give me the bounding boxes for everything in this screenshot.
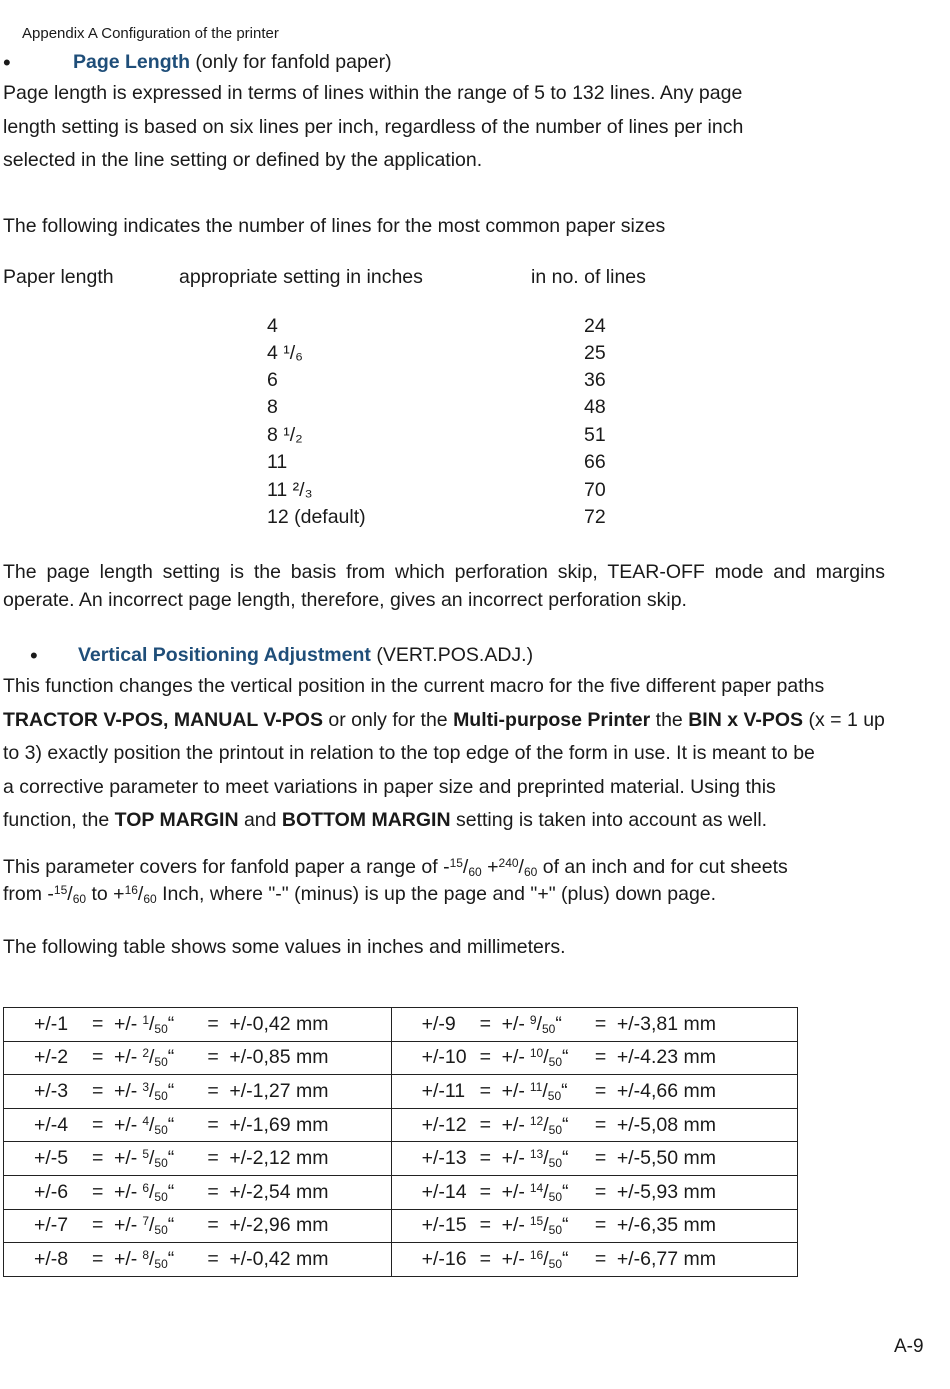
table-cell [391,1209,797,1243]
table-cell [391,1142,797,1176]
table-cell [391,1108,797,1142]
inch-mark: “ [562,1214,569,1237]
setting-lines: 66 [584,451,606,473]
equals-sign: = [479,1247,491,1270]
equals-sign: = [207,1214,219,1237]
inch-mark: “ [167,1247,175,1270]
plus-minus: +/- [501,1079,525,1102]
fraction: $^{14}/_{50}“$ [529,1180,569,1204]
equals-sign: = [92,1214,104,1237]
fraction: $^3/_{50}“$ [142,1079,175,1103]
table-row [4,1108,798,1142]
column-header-setting: appropriate setting in inches [179,266,423,288]
equals-sign: = [207,1012,219,1035]
column-header-paper-length: Paper length [3,266,114,288]
fraction: $^8/_{50}“$ [142,1247,175,1271]
cell-value: +/-6 [34,1180,69,1203]
heading-suffix: (VERT.POS.ADJ.) [370,644,534,666]
table-row [4,1008,798,1042]
table-cell [4,1243,392,1277]
bold-term: TOP MARGIN [114,809,239,831]
setting-inches: 11 [267,451,288,473]
cell-value: +/-8 [34,1247,69,1270]
paragraph-intro: The following indicates the number of lines for the most common paper sizes [3,215,666,237]
cell-value: +/-3 [34,1079,69,1102]
cell-millimeters: +/-1,69 mm [229,1113,329,1136]
cell-millimeters: +/-5,93 mm [616,1180,717,1203]
table-cell [391,1175,797,1209]
plus-minus: +/- [114,1079,138,1102]
setting-inches: 8 ¹/₂ [267,424,303,446]
plus-minus: +/- [114,1113,138,1136]
equals-sign: = [479,1012,491,1035]
paragraph-line: Page length is expressed in terms of lines within the range of 5 to 132 lines. Any page [3,82,743,104]
equals-sign: = [207,1247,219,1270]
equals-sign: = [207,1079,219,1102]
text-fragment: Inch, where "-" (minus) is up the page and "+" (plus) down page. [156,883,717,905]
range-line: from $-^{15}/_{60}$ to $+^{16}/_{60}$ Inch, where "-" (minus) is up the page and "+" (plus) down page. [3,883,717,906]
fraction-denominator: 50 [548,1256,563,1271]
cell-millimeters: +/-0,42 mm [229,1247,329,1270]
inch-mark: “ [167,1046,175,1069]
equals-sign: = [207,1147,219,1170]
cell-value: +/-12 [421,1113,467,1136]
running-header: Appendix A Configuration of the printer [22,25,279,42]
inch-mark: “ [562,1147,569,1170]
plus-minus: +/- [501,1012,525,1035]
fraction-denominator: 50 [154,1021,168,1036]
text-fragment: to + [86,883,125,905]
cell-value: +/-7 [34,1214,69,1237]
setting-lines: 70 [584,479,606,501]
cell-millimeters: +/-2,54 mm [229,1180,329,1203]
setting-lines: 24 [584,315,606,337]
table-row [4,1041,798,1075]
fraction-numerator: 7 [142,1214,149,1229]
table-cell [4,1108,392,1142]
fraction-numerator: 15 [449,856,463,870]
fraction-numerator: 14 [529,1180,544,1195]
cell-millimeters: +/-5,50 mm [616,1147,717,1170]
fraction-denominator: 50 [548,1189,563,1204]
inch-mark: “ [562,1046,569,1069]
setting-lines: 36 [584,369,606,391]
cell-millimeters: +/-0,85 mm [229,1046,329,1069]
fraction-numerator: 13 [529,1147,544,1162]
equals-sign: = [594,1247,607,1270]
cell-value: +/-14 [421,1180,467,1203]
plus-minus: +/- [501,1214,525,1237]
table-cell [4,1209,392,1243]
plus-minus: +/- [114,1247,138,1270]
setting-inches: 11 ²/₃ [267,479,313,501]
cell-millimeters: +/-2,96 mm [229,1214,329,1237]
fraction-denominator: 60 [143,892,157,906]
fraction: $^7/_{50}“$ [142,1214,175,1238]
setting-inches: 4 [267,315,278,337]
table-cell [391,1075,797,1109]
bold-term: TRACTOR V-POS, MANUAL V-POS [3,709,323,731]
equals-sign: = [479,1046,491,1069]
inch-mark: “ [167,1214,175,1237]
paragraph-line: operate. An incorrect page length, therefore, gives an incorrect perforation skip. [3,589,687,611]
table-row [4,1175,798,1209]
equals-sign: = [207,1113,219,1136]
equals-sign: = [92,1012,104,1035]
bold-term: BIN x V-POS [688,709,804,731]
inch-mark: “ [562,1180,569,1203]
table-cell [4,1142,392,1176]
cell-value: +/-5 [34,1147,69,1170]
fraction-denominator: 60 [523,865,538,879]
fraction-numerator: 10 [529,1046,544,1061]
fraction-denominator: 60 [468,865,482,879]
paragraph-line: selected in the line setting or defined by the application. [3,149,483,171]
fraction: $^{13}/_{50}“$ [529,1147,569,1171]
plus-minus: +/- [114,1180,138,1203]
text-fragment: the [650,709,689,731]
fraction-numerator: 12 [529,1113,544,1128]
text-fragment: This parameter covers for fanfold paper a range of - [3,856,450,878]
inch-mark: “ [167,1113,175,1136]
equals-sign: = [479,1180,491,1203]
fraction-denominator: 60 [72,892,87,906]
text-fragment: and [238,809,282,831]
paragraph-line: length setting is based on six lines per inch, regardless of the number of lines per inch [3,116,744,138]
table-cell [391,1041,797,1075]
plus-minus: +/- [114,1012,138,1035]
fraction-numerator: 8 [142,1247,149,1262]
plus-minus: +/- [501,1046,525,1069]
equals-sign: = [92,1079,104,1102]
value-table [3,1007,798,1277]
fraction: $^{11}/_{50}“$ [529,1079,568,1103]
fraction-denominator: 50 [548,1223,563,1238]
table-cell [4,1008,392,1042]
table-cell [391,1008,797,1042]
cell-value: +/-10 [421,1046,467,1069]
fraction: $^{10}/_{50}“$ [529,1046,569,1070]
equals-sign: = [479,1214,491,1237]
text-fragment: + [481,856,499,878]
equals-sign: = [207,1046,219,1069]
text-fragment: (x = 1 up [803,709,885,731]
equals-sign: = [594,1113,607,1136]
equals-sign: = [92,1046,104,1069]
paragraph-line: to 3) exactly position the printout in relation to the top edge of the form in use. It is meant to be [3,742,815,764]
fraction: $^1/_{50}“$ [142,1012,175,1036]
text-fragment: of an inch and for cut sheets [537,856,788,878]
text-fragment: function, the [3,809,115,831]
plus-minus: +/- [501,1113,525,1136]
fraction: $^{12}/_{50}“$ [529,1113,569,1137]
text-fragment: or only for the [322,709,454,731]
inch-mark: “ [562,1113,569,1136]
table-cell [4,1075,392,1109]
paragraph-line: a corrective parameter to meet variations in paper size and preprinted material. Using this [3,776,776,798]
fraction-denominator: 50 [548,1156,563,1171]
inch-mark: “ [167,1012,175,1035]
fraction-numerator: 1 [142,1012,149,1027]
fraction-denominator: 50 [154,1055,168,1070]
fraction: $^4/_{50}“$ [142,1113,175,1137]
plus-minus: +/- [501,1180,525,1203]
table-row [4,1142,798,1176]
table-cell [4,1041,392,1075]
inch-mark: “ [167,1079,175,1102]
heading-text: Page Length [73,51,191,73]
equals-sign: = [594,1147,607,1170]
fraction-numerator: 15 [53,883,68,897]
equals-sign: = [92,1180,104,1203]
section-heading-page-length [73,53,392,73]
fraction-numerator: 9 [529,1012,537,1027]
fraction-denominator: 50 [154,1122,168,1137]
cell-millimeters: +/-4.23 mm [616,1046,717,1069]
bold-term: Multi-purpose Printer [453,709,651,731]
fraction: $^{16}/_{50}“$ [529,1247,569,1271]
fraction-numerator: 240 [498,856,519,870]
heading-text: Vertical Positioning Adjustment [78,644,371,666]
cell-millimeters: +/-6,35 mm [616,1214,717,1237]
fraction-numerator: 6 [142,1180,149,1195]
cell-millimeters: +/-2,12 mm [229,1147,329,1170]
cell-value: +/-2 [34,1046,69,1069]
equals-sign: = [479,1113,491,1136]
paragraph-line: The page length setting is the basis from which perforation skip, TEAR-OFF mode and margins [3,561,885,583]
fraction-numerator: 2 [142,1046,149,1061]
range-line: This parameter covers for fanfold paper a range of $-^{15}/_{60} +^{240}/_{60}$ of an inch and for cut sheets [3,856,788,879]
fraction-denominator: 50 [154,1256,168,1271]
fraction-numerator: 16 [529,1247,544,1262]
fraction: $^{15}/_{50}“$ [529,1214,569,1238]
paragraph-line [3,811,767,831]
cell-millimeters: +/-3,81 mm [616,1012,717,1035]
text-fragment: from - [3,883,54,905]
equals-sign: = [479,1147,491,1170]
fraction-denominator: 50 [547,1088,562,1103]
setting-inches: 12 (default) [267,506,366,528]
bold-term: BOTTOM MARGIN [281,809,451,831]
equals-sign: = [594,1079,607,1102]
cell-value: +/-15 [421,1214,467,1237]
fraction-denominator: 50 [541,1021,556,1036]
bullet-icon: • [30,643,38,668]
equals-sign: = [594,1180,607,1203]
plus-minus: +/- [501,1147,525,1170]
page-number: A-9 [894,1336,924,1357]
inch-mark: “ [562,1247,569,1270]
setting-lines: 25 [584,342,606,364]
equals-sign: = [92,1247,104,1270]
fraction: $^5/_{50}“$ [142,1147,175,1171]
setting-lines: 48 [584,396,606,418]
paragraph-line: This function changes the vertical position in the current macro for the five different paper paths [3,675,825,697]
plus-minus: +/- [114,1147,138,1170]
plus-minus: +/- [114,1214,138,1237]
fraction-denominator: 50 [154,1223,168,1238]
plus-minus: +/- [114,1046,138,1069]
fraction: $^2/_{50}“$ [142,1046,175,1070]
paragraph-line [3,711,885,731]
table-cell [391,1243,797,1277]
table-row [4,1209,798,1243]
cell-value: +/-11 [421,1079,466,1102]
inch-mark: “ [555,1012,562,1035]
fraction-numerator: 16 [124,883,138,897]
equals-sign: = [479,1079,491,1102]
cell-millimeters: +/-1,27 mm [229,1079,329,1102]
cell-value: +/-9 [421,1012,456,1035]
text-fragment: setting is taken into account as well. [450,809,768,831]
bullet-icon: • [3,50,11,75]
table-cell [4,1175,392,1209]
equals-sign: = [92,1147,104,1170]
equals-sign: = [594,1012,607,1035]
table-intro: The following table shows some values in inches and millimeters. [3,936,566,958]
setting-lines: 72 [584,506,606,528]
fraction-numerator: 3 [142,1079,149,1094]
fraction-numerator: 11 [529,1079,543,1094]
cell-millimeters: +/-4,66 mm [616,1079,717,1102]
cell-millimeters: +/-5,08 mm [616,1113,717,1136]
cell-value: +/-16 [421,1247,467,1270]
fraction-numerator: 15 [529,1214,544,1229]
setting-lines: 51 [584,424,606,446]
fraction-denominator: 50 [154,1088,168,1103]
section-heading-vertical-positioning [78,646,533,666]
equals-sign: = [594,1214,607,1237]
fraction: $^6/_{50}“$ [142,1180,175,1204]
inch-mark: “ [167,1180,175,1203]
inch-mark: “ [561,1079,568,1102]
fraction: $^9/_{50}“$ [529,1012,562,1036]
equals-sign: = [92,1113,104,1136]
fraction-numerator: 4 [142,1113,149,1128]
fraction-numerator: 5 [142,1147,149,1162]
table-row [4,1243,798,1277]
equals-sign: = [207,1180,219,1203]
equals-sign: = [594,1046,607,1069]
cell-value: +/-13 [421,1147,467,1170]
cell-value: +/-1 [34,1012,69,1035]
fraction-denominator: 50 [548,1122,563,1137]
plus-minus: +/- [501,1247,525,1270]
cell-millimeters: +/-0,42 mm [229,1012,329,1035]
setting-inches: 6 [267,369,278,391]
inch-mark: “ [167,1147,175,1170]
cell-millimeters: +/-6,77 mm [616,1247,717,1270]
table-row [4,1075,798,1109]
fraction-denominator: 50 [154,1156,168,1171]
fraction-denominator: 50 [548,1055,563,1070]
heading-suffix: (only for fanfold paper) [190,51,392,73]
cell-value: +/-4 [34,1113,69,1136]
setting-inches: 8 [267,396,278,418]
setting-inches: 4 ¹/₆ [267,342,304,364]
column-header-lines: in no. of lines [531,266,646,288]
fraction-denominator: 50 [154,1189,168,1204]
